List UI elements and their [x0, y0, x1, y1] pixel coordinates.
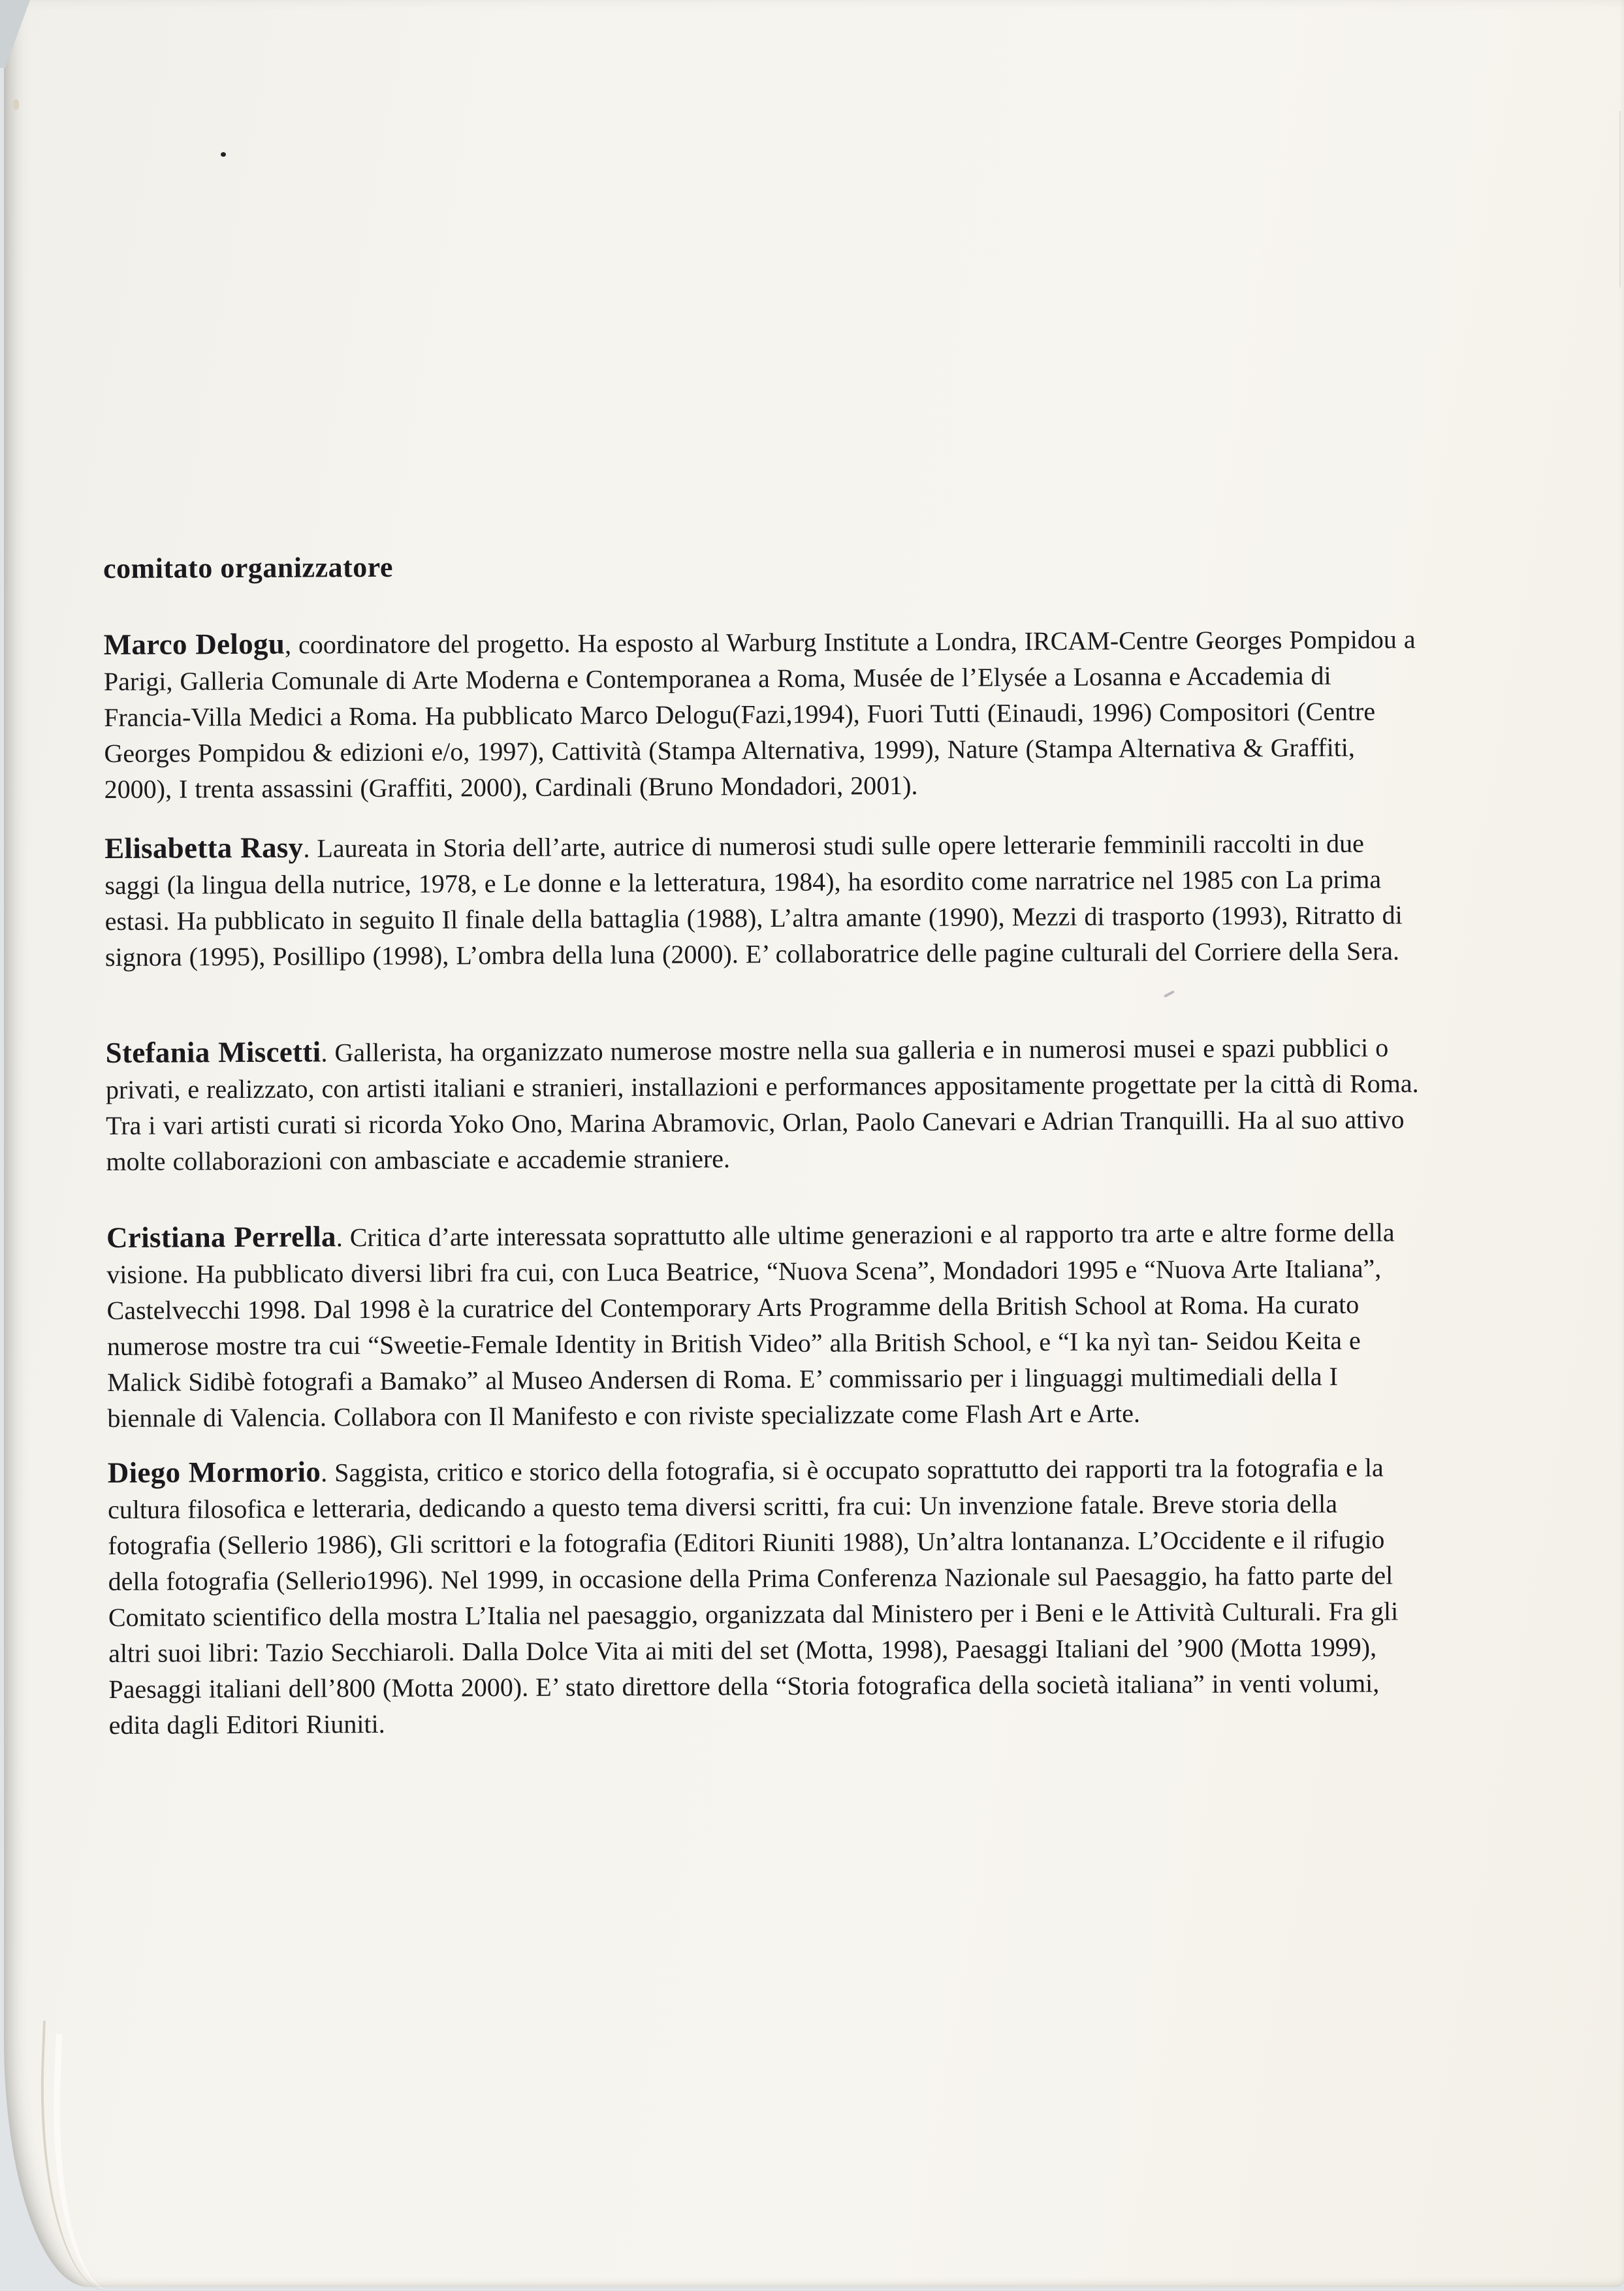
- person-name: Stefania Miscetti: [105, 1035, 321, 1070]
- person-name: Diego Mormorio: [107, 1455, 321, 1489]
- page-title: comitato organizzatore: [103, 551, 394, 585]
- person-name: Cristiana Perrella: [106, 1220, 336, 1254]
- name-separator: .: [303, 833, 317, 863]
- bio-text: Critica d’arte interessata soprattutto alle ultime generazioni e al rapporto tra arte e altre forme della visione. Ha pubblicato diversi libri fra cui, con Luca Beatrice, “Nuova Scena”, Mondadori 1995 e “Nuova Arte Italiana”, Castelvecchi 1998. Dal 1998 è la curatrice del Contemporary Arts Programme della British School at Roma. Ha curato numerose mostre tra cui “Sweetie-Female Identity in British Video” alla British School, e “I ka nyì tan- Seidou Keita e Malick Sidibè fotografi a Bamako” al Museo Andersen di Roma. E’ commissario per i linguaggi multimediali della I biennale di Valencia. Collabora con Il Manifesto e con riviste specializzate come Flash Art e Arte.: [106, 1217, 1395, 1433]
- bio-text: Saggista, critico e storico della fotografia, si è occupato soprattutto dei rapporti tra la fotografia e la cultura filosofica e letteraria, dedicando a questo tema diversi scritti, fra cui: Un invenzione fatale. Breve storia della fotografia (Sellerio 1986), Gli scrittori e la fotografia (Editori Riuniti 1988), Un’altra lontananza. L’Occidente e il rifugio della fotografia (Sellerio1996). Nel 1999, in occasione della Prima Conferenza Nazionale sul Paesaggio, ha fatto parte del Comitato scientifico della mostra L’Italia nel paesaggio, organizzata dal Ministero per i Beni e le Attività Culturali. Fra gli altri suoi libri: Tazio Secchiaroli. Dalla Dolce Vita ai miti del set (Motta, 1998), Paesaggi Italiani del ’900 (Motta 1999), Paesaggi italiani dell’800 (Motta 2000). E’ stato direttore della “Storia fotografica della società italiana” in venti volumi, edita dagli Editori Riuniti.: [107, 1452, 1399, 1740]
- name-separator: .: [321, 1038, 335, 1068]
- person-name: Elisabetta Rasy: [104, 831, 304, 865]
- bio-text: Laureata in Storia dell’arte, autrice di numerosi studi sulle opere letterarie femminili raccolti in due saggi (la lingua della nutrice, 1978, e Le donne e la letteratura, 1984), ha esordito come narratrice nel 1985 con La prima estasi. Ha pubblicato in seguito Il finale della battaglia (1988), L’altra amante (1990), Mezzi di trasporto (1993), Ritratto di signora (1995), Posillipo (1998), L’ombra della luna (2000). E’ collaboratrice delle pagine culturali del Corriere della Sera.: [104, 828, 1403, 972]
- bio-paragraph-cristiana-perrella: [106, 1213, 1424, 1436]
- name-separator: .: [321, 1458, 335, 1488]
- bio-paragraph-marco-delogu: [103, 620, 1420, 807]
- bio-paragraph-stefania-miscetti: [106, 1029, 1422, 1179]
- person-name: Marco Delogu: [103, 627, 285, 662]
- bio-paragraph-elisabetta-rasy: [104, 824, 1421, 975]
- name-separator: ,: [284, 630, 299, 660]
- name-separator: .: [336, 1223, 350, 1253]
- bio-text: coordinatore del progetto. Ha esposto al Warburg Institute a Londra, IRCAM-Centre Georges Pompidou a Parigi, Galleria Comunale di Arte Moderna e Contemporanea a Roma, Musée de l’Elysée a Losanna e Accademia di Francia-Villa Medici a Roma. Ha pubblicato Marco Delogu(Fazi,1994), Fuori Tutti (Einaudi, 1996) Compositori (Centre Georges Pompidou & edizioni e/o, 1997), Cattività (Stampa Alternativa, 1999), Nature (Stampa Alternativa & Graffiti, 2000), I trenta assassini (Graffiti, 2000), Cardinali (Bruno Mondadori, 2001).: [103, 624, 1416, 805]
- bio-paragraph-diego-mormorio: [108, 1449, 1425, 1743]
- bio-text: Gallerista, ha organizzato numerose mostre nella sua galleria e in numerosi musei e spazi pubblici o privati, e realizzato, con artisti italiani e stranieri, installazioni e performances appositamente progettate per la città di Roma. Tra i vari artisti curati si ricorda Yoko Ono, Marina Abramovic, Orlan, Paolo Canevari e Adrian Tranquilli. Ha al suo attivo molte collaborazioni con ambasciate e accademie straniere.: [105, 1033, 1419, 1176]
